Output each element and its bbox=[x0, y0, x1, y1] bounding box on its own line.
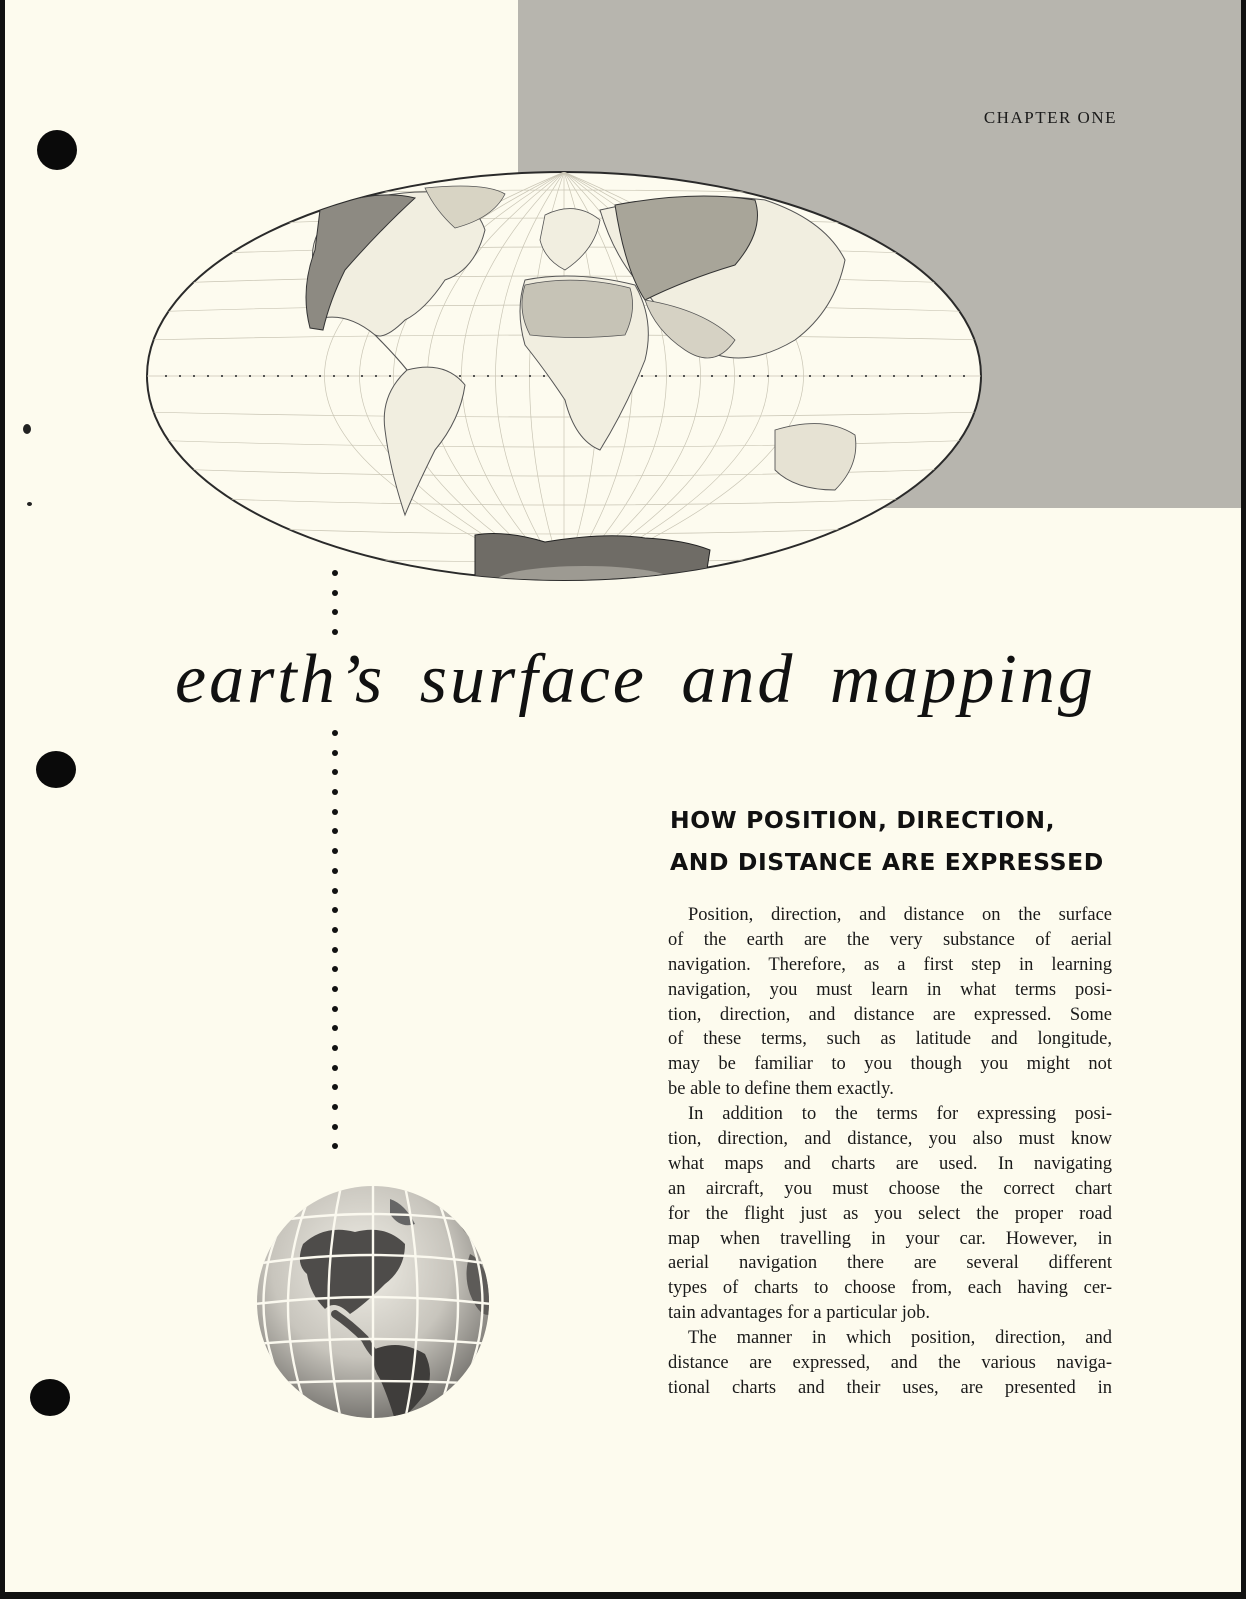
text-line: navigation. Therefore, as a first step in learning bbox=[668, 954, 1112, 975]
text-line: what maps and charts are used. In navigating bbox=[668, 1153, 1112, 1174]
punch-hole-middle bbox=[36, 751, 76, 788]
section-heading-line: AND DISTANCE ARE EXPRESSED bbox=[670, 850, 1104, 876]
text-line: Position, direction, and distance on the surface bbox=[688, 905, 1112, 925]
text-line: tion, direction, and distance are expressed. Some bbox=[668, 1004, 1112, 1025]
text-line: be able to define them exactly. bbox=[668, 1079, 894, 1100]
text-line: aerial navigation there are several different bbox=[668, 1253, 1112, 1274]
globe-illustration bbox=[255, 1184, 491, 1420]
paragraph bbox=[668, 1326, 1112, 1401]
text-line: The manner in which position, direction, and bbox=[688, 1328, 1112, 1349]
text-line: types of charts to choose from, each having cer- bbox=[668, 1278, 1112, 1299]
text-line: tional charts and their uses, are presented in bbox=[668, 1377, 1112, 1398]
chapter-title: earth’s surface and mapping bbox=[175, 641, 1096, 718]
punch-hole-top bbox=[37, 130, 77, 170]
section-heading bbox=[670, 800, 1104, 884]
document-page bbox=[5, 0, 1241, 1592]
text-line: tion, direction, and distance, you also must know bbox=[668, 1129, 1112, 1150]
chapter-label: CHAPTER ONE bbox=[983, 108, 1117, 127]
text-line: map when travelling in your car. However, in bbox=[668, 1228, 1112, 1249]
world-map-illustration bbox=[145, 170, 983, 582]
paragraph bbox=[668, 1102, 1112, 1326]
paragraph bbox=[668, 903, 1112, 1102]
text-line: distance are expressed, and the various naviga- bbox=[668, 1353, 1112, 1374]
body-text bbox=[668, 903, 1112, 1401]
text-line: tain advantages for a particular job. bbox=[668, 1303, 930, 1324]
margin-mark bbox=[23, 424, 31, 434]
text-line: In addition to the terms for expressing posi- bbox=[688, 1104, 1112, 1125]
margin-mark bbox=[27, 502, 32, 506]
text-line: navigation, you must learn in what terms posi- bbox=[668, 979, 1112, 1000]
text-line: an aircraft, you must choose the correct chart bbox=[668, 1178, 1112, 1199]
section-heading-line: HOW POSITION, DIRECTION, bbox=[670, 808, 1056, 834]
punch-hole-bottom bbox=[30, 1379, 70, 1416]
dotted-leader-bottom bbox=[331, 730, 339, 1163]
text-line: may be familiar to you though you might not bbox=[668, 1054, 1112, 1075]
text-line: for the flight just as you select the proper road bbox=[668, 1203, 1112, 1224]
text-line: of the earth are the very substance of aerial bbox=[668, 929, 1112, 950]
dotted-leader-top bbox=[331, 570, 339, 649]
text-line: of these terms, such as latitude and longitude, bbox=[668, 1029, 1112, 1050]
